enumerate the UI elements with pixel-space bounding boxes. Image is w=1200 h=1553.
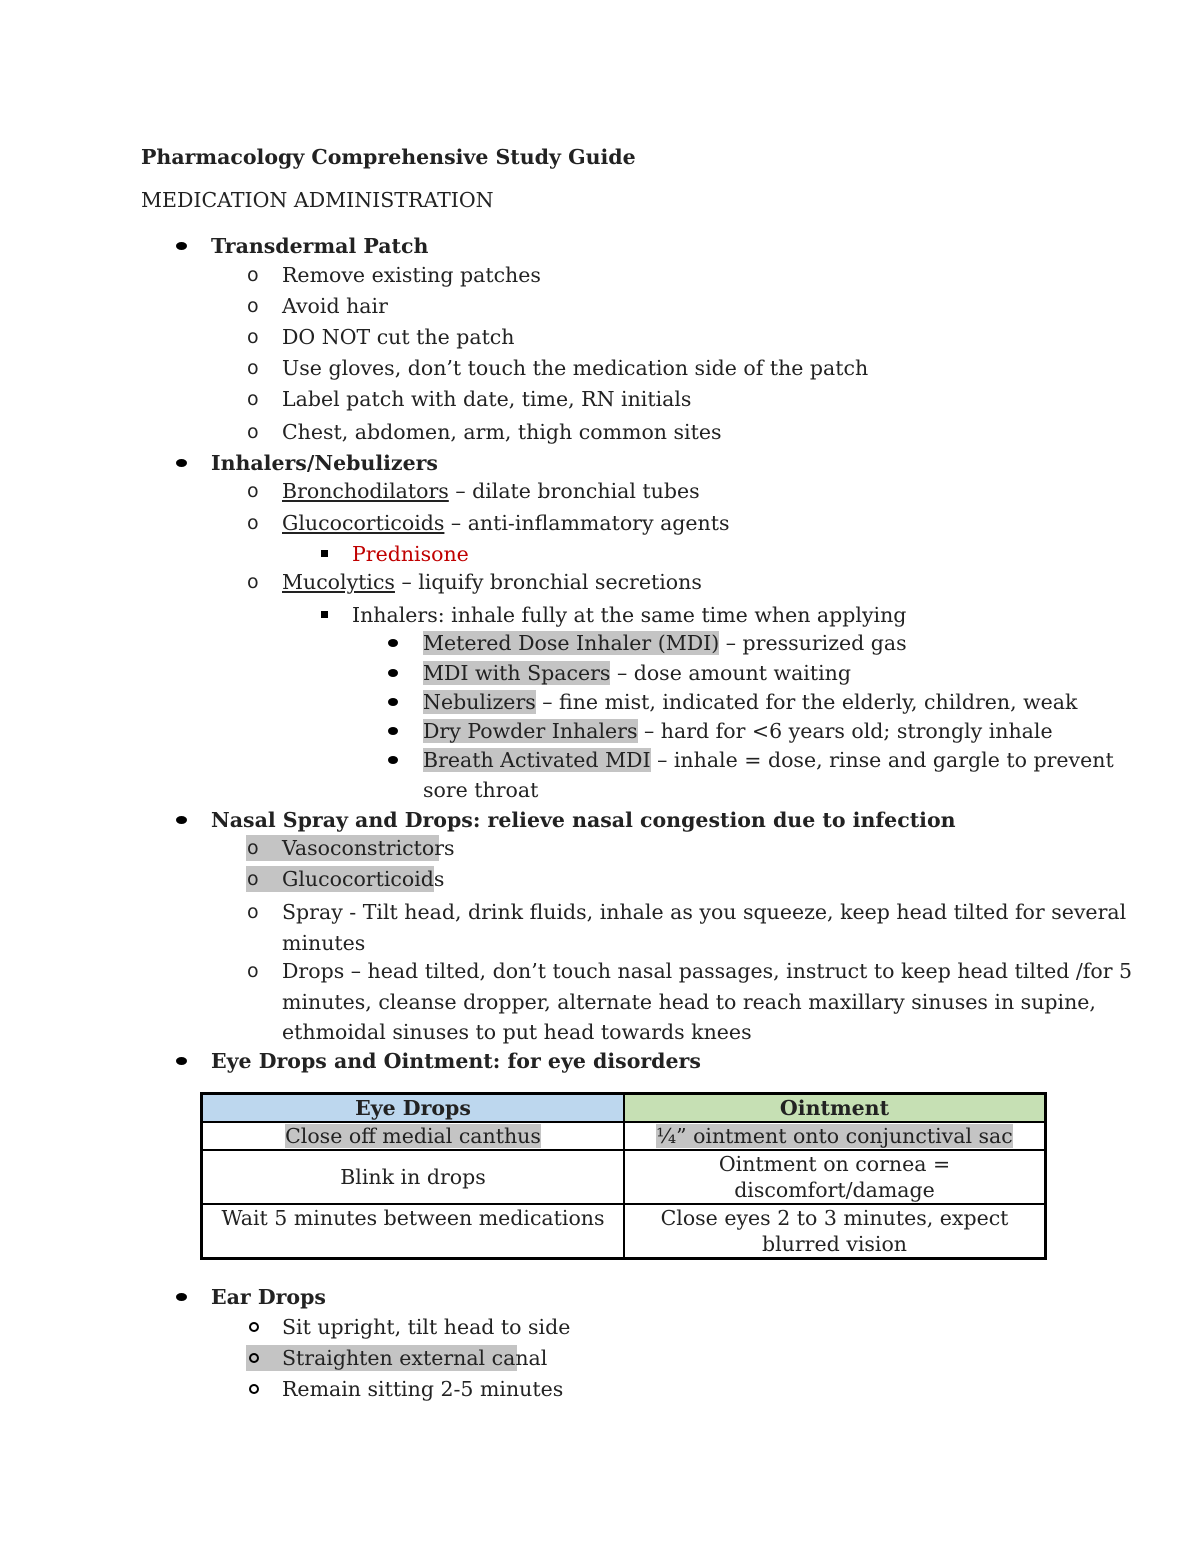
table-row (202, 1122, 1046, 1150)
patch-item: o DO NOT cut the patch (282, 323, 515, 351)
table-cell (202, 1122, 625, 1150)
table-cell: Wait 5 minutes between medications (202, 1204, 625, 1259)
ear-item: Sit upright, tilt head to side (282, 1315, 571, 1339)
inhaler-type (423, 659, 851, 687)
cell-text: Close off medial canthus (285, 1124, 541, 1148)
ear-heading: Ear Drops (211, 1285, 326, 1309)
table-row (202, 1204, 1046, 1259)
spray-instruction: o Spray - Tilt head, drink fluids, inhale as you squeeze, keep head tilted for several (282, 898, 1126, 926)
inhaler-type-desc: – hard for <6 years old; strongly inhale (637, 719, 1053, 743)
inhaler-type (423, 746, 1114, 774)
prednisone-item: Prednisone (352, 542, 469, 566)
bronchodilators-item (282, 477, 700, 505)
inhalers-heading: Inhalers/Nebulizers (211, 451, 438, 475)
nasal-item: o Vasoconstrictors (282, 834, 455, 862)
patch-item: o Label patch with date, time, RN initials (282, 385, 691, 413)
inhale-note: Inhalers: inhale fully at the same time when applying (352, 603, 907, 627)
ear-item: Straighten external canal (282, 1346, 548, 1370)
table-header-row (202, 1094, 1046, 1123)
eye-heading: Eye Drops and Ointment: for eye disorders (211, 1049, 701, 1073)
table-cell: Blink in drops (202, 1150, 625, 1204)
eye-comparison-table (200, 1092, 1047, 1260)
mucolytics-item (282, 568, 702, 596)
mucolytics-term: Mucolytics (282, 570, 395, 594)
patch-item: o Use gloves, don’t touch the medication side of the patch (282, 354, 868, 382)
column-header-ointment: Ointment (624, 1094, 1046, 1123)
glucocorticoids-desc: – anti-inflammatory agents (444, 511, 730, 535)
mucolytics-desc: – liquify bronchial secretions (394, 570, 702, 594)
inhaler-type-desc: – inhale = dose, rinse and gargle to prevent (650, 748, 1114, 772)
table-cell: Close eyes 2 to 3 minutes, expect blurred vision (624, 1204, 1046, 1259)
inhaler-type-desc: – fine mist, indicated for the elderly, children, weak (535, 690, 1078, 714)
drops-instruction-cont: minutes, cleanse dropper, alternate head to reach maxillary sinuses in supine, (282, 990, 1096, 1014)
inhaler-type (423, 688, 1077, 716)
drops-instruction: o Drops – head tilted, don’t touch nasal passages, instruct to keep head tilted /for 5 (282, 957, 1132, 985)
inhaler-type-term: Dry Powder Inhalers (423, 719, 638, 743)
inhaler-type (423, 717, 1053, 745)
ear-item: Remain sitting 2-5 minutes (282, 1377, 564, 1401)
table-row (202, 1150, 1046, 1204)
patch-heading: Transdermal Patch (211, 234, 429, 258)
glucocorticoids-term: Glucocorticoids (282, 511, 445, 535)
patch-item: o Avoid hair (282, 292, 388, 320)
inhaler-type-desc-cont: sore throat (423, 778, 539, 802)
patch-item: o Remove existing patches (282, 261, 541, 289)
drops-instruction-cont: ethmoidal sinuses to put head towards knees (282, 1020, 752, 1044)
cell-text: ¼” ointment onto conjunctival sac (656, 1124, 1013, 1148)
inhaler-type (423, 629, 907, 657)
inhaler-type-term: Breath Activated MDI (423, 748, 651, 772)
table-cell: Ointment on cornea = discomfort/damage (624, 1150, 1046, 1204)
document-title: Pharmacology Comprehensive Study Guide (141, 145, 636, 169)
inhaler-type-desc: – pressurized gas (719, 631, 907, 655)
nasal-heading: Nasal Spray and Drops: relieve nasal congestion due to infection (211, 808, 956, 832)
patch-item: o Chest, abdomen, arm, thigh common sites (282, 418, 722, 446)
section-heading: MEDICATION ADMINISTRATION (141, 188, 494, 212)
inhaler-type-term: Metered Dose Inhaler (MDI) (423, 631, 720, 655)
spray-instruction-cont: minutes (282, 931, 366, 955)
table-cell (624, 1122, 1046, 1150)
bronchodilators-desc: – dilate bronchial tubes (448, 479, 700, 503)
nasal-item: o Glucocorticoids (282, 865, 444, 893)
glucocorticoids-item (282, 509, 730, 537)
bronchodilators-term: Bronchodilators (282, 479, 449, 503)
inhaler-type-term: MDI with Spacers (423, 661, 611, 685)
column-header-eye-drops: Eye Drops (202, 1094, 625, 1123)
inhaler-type-term: Nebulizers (423, 690, 536, 714)
inhaler-type-desc: – dose amount waiting (610, 661, 851, 685)
